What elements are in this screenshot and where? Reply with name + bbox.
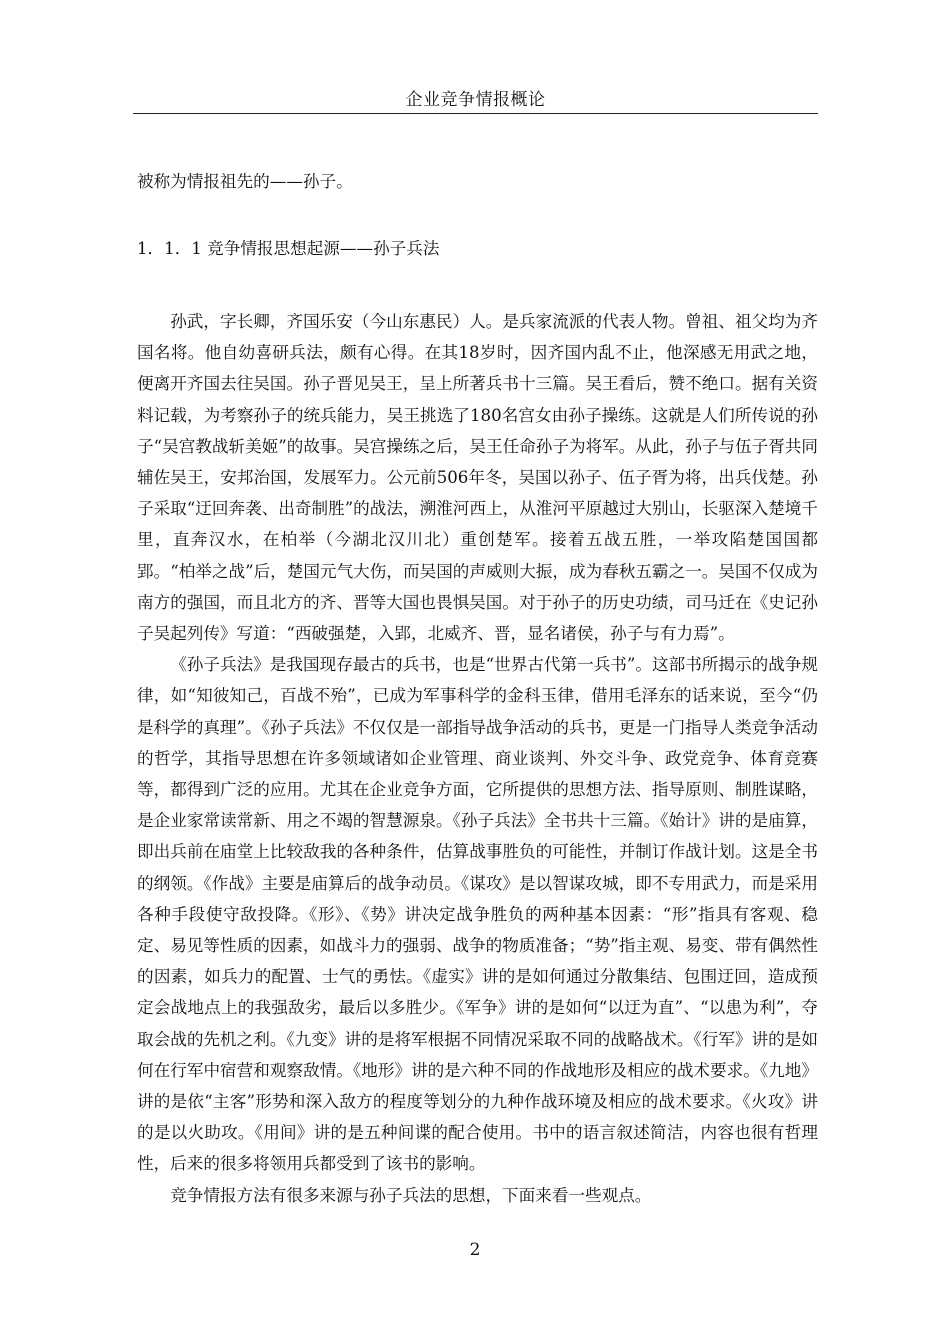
page-number: 2 <box>469 1240 481 1260</box>
paragraph-sunwu-biography: 孙武，字长卿，齐国乐安（今山东惠民）人。是兵家流派的代表人物。曾祖、祖父均为齐国名将。他自幼喜研兵法，颇有心得。在其18岁时，因齐国内乱不止，他深感无用武之地，便离开齐国去往吴国。孙子晋见吴王，呈上所著兵书十三篇。吴王看后，赞不绝口。据有关资料记载，为考察孙子的统兵能力，吴王挑选了180名宫女由孙子操练。这就是人们所传说的孙子“吴宫教战斩美姬”的故事。吴宫操练之后，吴王任命孙子为将军。从此，孙子与伍子胥共同辅佐吴王，安邦治国，发展军力。公元前506年冬，吴国以孙子、伍子胥为将，出兵伐楚。孙子采取“迂回奔袭、出奇制胜”的战法，溯淮河西上，从淮河平原越过大别山，长驱深入楚境千里，直奔汉水，在柏举（今湖北汉川北）重创楚军。接着五战五胜，一举攻陷楚国国都郢。“柏举之战”后，楚国元气大伤，而吴国的声威则大振，成为春秋五霸之一。吴国不仅成为南方的强国，而且北方的齐、晋等大国也畏惧吴国。对于孙子的历史功绩，司马迁在《史记孙子吴起列传》写道：“西破强楚，入郢，北威齐、晋，显名诸侯，孙子与有力焉”。 <box>137 312 818 644</box>
opening-line: 被称为情报祖先的——孙子。 <box>137 172 353 191</box>
section-heading: 1．1．1 竞争情报思想起源——孙子兵法 <box>137 239 440 258</box>
paragraph-sunzi-art-of-war: 《孙子兵法》是我国现存最古的兵书，也是“世界古代第一兵书”。这部书所揭示的战争规律，如“知彼知己，百战不殆”，已成为军事科学的金科玉律，借用毛泽东的话来说，至今“仍是科学的真理”。《孙子兵法》不仅仅是一部指导战争活动的兵书，更是一门指导人类竞争活动的哲学，其指导思想在许多领域诸如企业管理、商业谈判、外交斗争、政党竞争、体育竞赛等，都得到广泛的应用。尤其在企业竞争方面，它所提供的思想方法、指导原则、制胜谋略，是企业家常读常新、用之不竭的智慧源泉。《孙子兵法》全书共十三篇。《始计》讲的是庙算，即出兵前在庙堂上比较敌我的各种条件，估算战事胜负的可能性，并制订作战计划。这是全书的纲领。《作战》主要是庙算后的战争动员。《谋攻》是以智谋攻城，即不专用武力，而是采用各种手段使守敌投降。《形》、《势》讲决定战争胜负的两种基本因素：“形”指具有客观、稳定、易见等性质的因素，如战斗力的强弱、战争的物质准备；“势”指主观、易变、带有偶然性的因素，如兵力的配置、士气的勇怯。《虚实》讲的是如何通过分散集结、包围迂回，造成预定会战地点上的我强敌劣，最后以多胜少。《军争》讲的是如何“以迂为直”、“以患为利”，夺取会战的先机之利。《九变》讲的是将军根据不同情况采取不同的战略战术。《行军》讲的是如何在行军中宿营和观察敌情。《地形》讲的是六种不同的作战地形及相应的战术要求。《九地》讲的是依“主客”形势和深入敌方的程度等划分的九种作战环境及相应的战术要求。《火攻》讲的是以火助攻。《用间》讲的是五种间谍的配合使用。书中的语言叙述简洁，内容也很有哲理性，后来的很多将领用兵都受到了该书的影响。 <box>137 655 818 1174</box>
running-header-title: 企业竞争情报概论 <box>405 90 546 110</box>
page-body <box>137 166 818 1211</box>
paragraph-transition: 竞争情报方法有很多来源与孙子兵法的思想，下面来看一些观点。 <box>170 1185 652 1205</box>
header-divider <box>133 113 818 114</box>
